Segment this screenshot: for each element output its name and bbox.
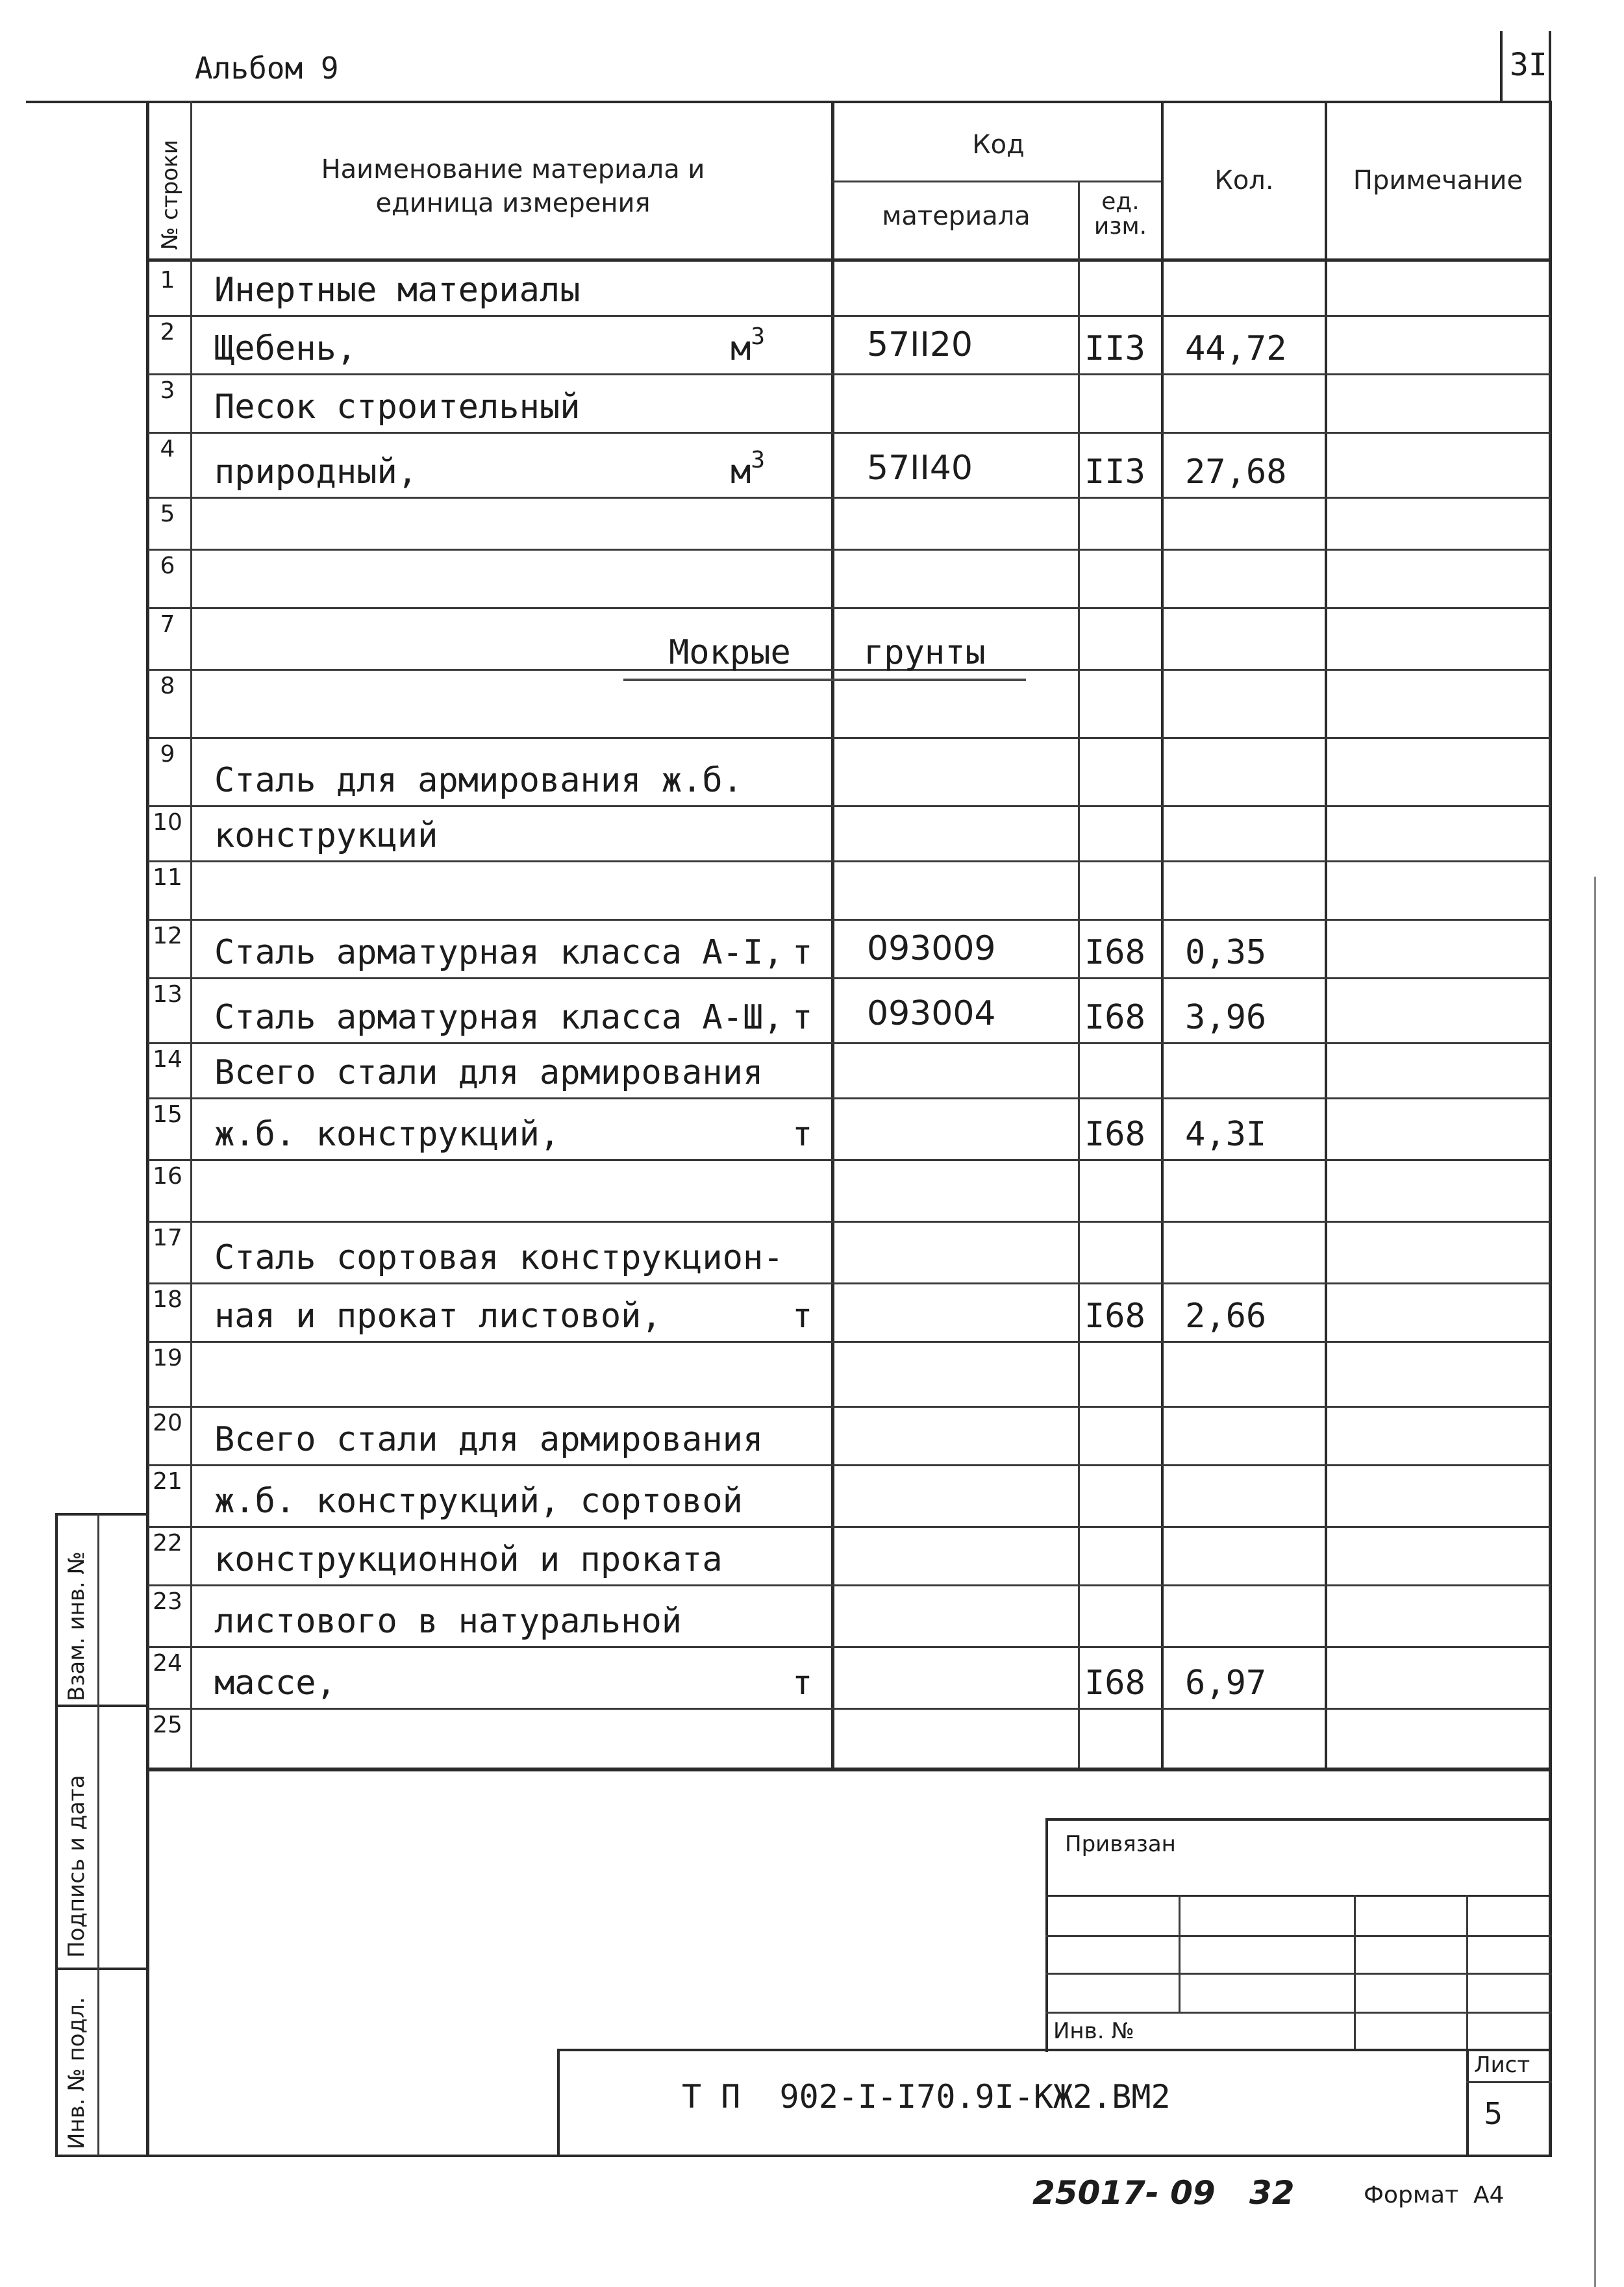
quantity: 27,68 (1185, 453, 1287, 492)
material-code: 57II20 (867, 325, 973, 364)
row-number: 21 (153, 1468, 182, 1495)
row-separator (148, 1042, 1551, 1044)
unit-header-line1: ед. (1101, 188, 1140, 215)
row-separator (148, 860, 1551, 862)
row-number: 2 (160, 319, 175, 345)
measure-unit: т (792, 1297, 813, 1336)
row-separator (148, 549, 1551, 551)
material-name: Щебень, (214, 329, 357, 368)
unit-code: I68 (1084, 998, 1145, 1037)
material-name: массе, (214, 1664, 336, 1703)
page-number: 3I (1510, 47, 1547, 83)
name-header-line2: единица измерения (375, 188, 651, 218)
row-separator (148, 669, 1551, 671)
material-code: 093009 (867, 929, 996, 968)
row-separator (148, 373, 1551, 375)
quantity: 44,72 (1185, 329, 1287, 368)
inv-orig-label: Инв. № подл. (64, 1997, 90, 2149)
row-number: 3 (160, 377, 175, 404)
material-code: 57II40 (867, 449, 973, 488)
row-separator (148, 1282, 1551, 1284)
row-number: 7 (160, 611, 175, 638)
row-number: 8 (160, 673, 175, 699)
row-number: 14 (153, 1046, 182, 1073)
material-name: Песок строительный (214, 388, 581, 427)
unit-code: I68 (1084, 1115, 1145, 1154)
measure-unit: т (792, 1664, 813, 1703)
row-number-header: № строки (157, 140, 183, 250)
row-separator (148, 1097, 1551, 1099)
row-number: 15 (153, 1101, 182, 1128)
wet-soils-word1: Мокрые (669, 633, 791, 672)
row-number: 4 (160, 436, 175, 462)
row-number: 6 (160, 553, 175, 579)
quantity: 3,96 (1185, 998, 1267, 1037)
row-number: 18 (153, 1286, 182, 1313)
row-number: 10 (153, 809, 182, 836)
quantity: 4,3I (1185, 1115, 1267, 1154)
row-separator (148, 1341, 1551, 1343)
inv-no-label: Инв. № (1053, 2018, 1134, 2044)
row-separator (148, 1646, 1551, 1648)
row-number: 9 (160, 741, 175, 768)
quantity: 6,97 (1185, 1664, 1267, 1703)
material-name: Сталь арматурная класса А-Ш, (214, 998, 784, 1037)
unit-header-line2: изм. (1093, 213, 1147, 240)
unit-code: I68 (1084, 1297, 1145, 1336)
sheet-label: Лист (1474, 2052, 1530, 2078)
document-code: Т П 902-I-I70.9I-КЖ2.ВМ2 (682, 2078, 1171, 2116)
row-separator (148, 805, 1551, 807)
row-number: 5 (160, 501, 175, 527)
material-name: ная и прокат листовой, (214, 1297, 662, 1336)
handwritten-number: 25017- 09 32 (1032, 2174, 1295, 2212)
material-name: Всего стали для армирования (214, 1053, 764, 1092)
unit-code: I68 (1084, 1664, 1145, 1703)
measure-unit: т (792, 998, 813, 1037)
row-number: 22 (153, 1530, 182, 1556)
material-name: ж.б. конструкций, (214, 1115, 560, 1154)
row-separator (148, 497, 1551, 499)
row-number: 20 (153, 1410, 182, 1436)
album-title: Альбом 9 (195, 51, 339, 86)
bound-label: Привязан (1065, 1831, 1176, 1857)
material-code-header: материала (882, 201, 1031, 231)
code-header: Код (972, 130, 1025, 160)
measure-unit: $м^3$ (731, 323, 765, 368)
row-separator (148, 1406, 1551, 1408)
row-separator (148, 1526, 1551, 1528)
quantity: 0,35 (1185, 933, 1267, 972)
sheet-number: 5 (1484, 2096, 1503, 2131)
material-name: листового в натуральной (214, 1602, 682, 1641)
row-separator (148, 977, 1551, 979)
row-number: 19 (153, 1345, 182, 1371)
row-number: 1 (160, 267, 175, 294)
row-number: 11 (153, 864, 182, 891)
measure-unit: $м^3$ (731, 447, 765, 492)
unit-code: II3 (1084, 329, 1145, 368)
name-header-line1: Наименование материала и (321, 155, 705, 184)
wet-soils-word2: грунты (864, 633, 986, 672)
row-separator (148, 1464, 1551, 1466)
replace-inv-label: Взам. инв. № (64, 1551, 90, 1701)
row-number: 25 (153, 1712, 182, 1738)
material-name: ж.б. конструкций, сортовой (214, 1482, 743, 1521)
material-name: Сталь арматурная класса А-I, (214, 933, 784, 972)
row-separator (148, 432, 1551, 434)
quantity: 2,66 (1185, 1297, 1267, 1336)
measure-unit: т (792, 1115, 813, 1154)
sign-date-label: Подпись и дата (64, 1775, 90, 1958)
material-name: Всего стали для армирования (214, 1420, 764, 1459)
row-number: 16 (153, 1163, 182, 1190)
row-number: 17 (153, 1225, 182, 1251)
row-separator (148, 737, 1551, 739)
row-number: 23 (153, 1588, 182, 1615)
material-name: Инертные материалы (214, 271, 581, 310)
unit-code: I68 (1084, 933, 1145, 972)
material-name: конструкций (214, 816, 438, 855)
material-code: 093004 (867, 994, 996, 1033)
row-separator (148, 1584, 1551, 1586)
row-number: 12 (153, 923, 182, 949)
material-name: конструкционной и проката (214, 1540, 723, 1579)
note-header: Примечание (1353, 166, 1523, 195)
material-name: Сталь для армирования ж.б. (214, 761, 743, 800)
row-separator (148, 1159, 1551, 1161)
row-separator (148, 919, 1551, 921)
measure-unit: т (792, 933, 813, 972)
format-label: Формат А4 (1364, 2182, 1505, 2208)
row-separator (148, 1708, 1551, 1710)
material-name: Сталь сортовая конструкцион- (214, 1238, 784, 1277)
quantity-header: Кол. (1214, 166, 1274, 195)
row-number: 13 (153, 981, 182, 1008)
row-number: 24 (153, 1650, 182, 1677)
unit-code: II3 (1084, 453, 1145, 492)
row-separator (148, 607, 1551, 609)
row-separator (148, 315, 1551, 317)
row-separator (148, 1221, 1551, 1223)
material-name: природный, (214, 453, 418, 492)
